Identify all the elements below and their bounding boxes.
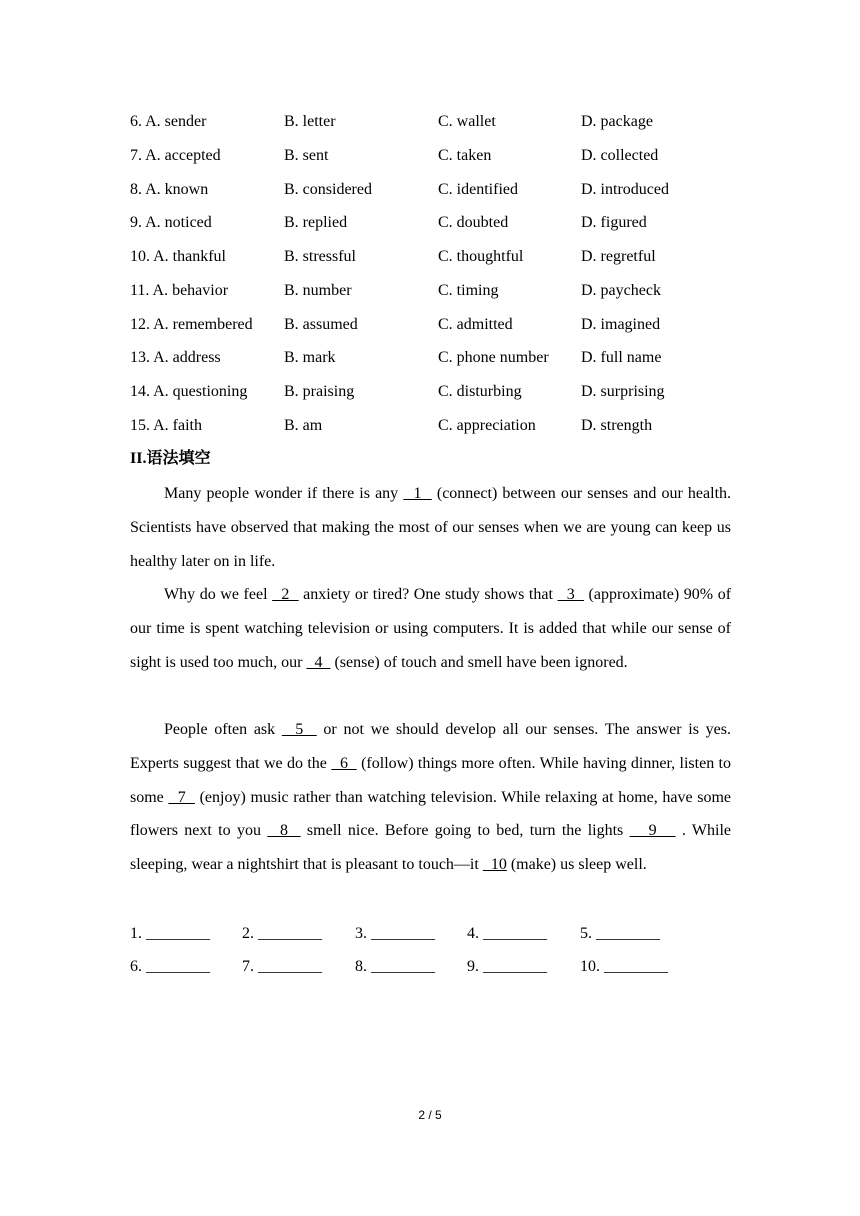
option-d: D. surprising [581, 383, 665, 400]
option-d: D. introduced [581, 181, 669, 198]
option-b: B. letter [284, 113, 336, 130]
passage-paragraph-1 [130, 477, 731, 578]
option-a: 10. A. thankful [130, 248, 226, 265]
option-a: 11. A. behavior [130, 282, 229, 299]
option-b: B. sent [284, 147, 329, 164]
option-c: C. identified [438, 181, 518, 198]
passage-text: (make) us sleep well. [506, 856, 647, 874]
option-c: C. timing [438, 282, 499, 299]
blank-2[interactable]: 2 [272, 586, 299, 603]
passage-text: (follow) things more often. While having dinner, listen to some [130, 754, 732, 806]
option-a: 13. A. address [130, 349, 221, 366]
option-c: C. doubted [438, 214, 509, 231]
blank-9[interactable]: 9 [629, 822, 676, 840]
blank-4[interactable]: 4 [306, 653, 331, 671]
passage-text: or not we should develop all our senses. The answer is yes. Experts suggest that we do the [130, 721, 732, 772]
passage-text: (approximate) 90% of our time is spent watching television or using computers. It is added that while our sense of sight is used too much, our [130, 586, 732, 671]
answer-blank[interactable]: 5. ________ [580, 925, 660, 942]
option-d: D. paycheck [581, 282, 661, 299]
option-b: B. stressful [284, 248, 356, 265]
option-b: B. mark [284, 349, 336, 366]
answer-blank[interactable]: 6. ________ [130, 958, 210, 975]
passage-text: (connect) between our senses and our health. Scientists have observed that making the most of our senses when we are young can keep us healthy later on in life. [130, 485, 732, 570]
option-c: C. wallet [438, 113, 496, 130]
option-a: 9. A. noticed [130, 214, 212, 231]
option-d: D. imagined [581, 316, 661, 333]
answer-blank[interactable]: 2. ________ [242, 925, 322, 942]
option-c: C. appreciation [438, 417, 536, 434]
option-b: B. number [284, 282, 352, 299]
option-a: 12. A. remembered [130, 316, 253, 333]
option-c: C. thoughtful [438, 248, 524, 265]
passage-text: (sense) of touch and smell have been ignored. [330, 653, 628, 671]
blank-3[interactable]: 3 [557, 586, 584, 603]
section-title: II.语法填空 [130, 450, 211, 467]
option-c: C. admitted [438, 316, 513, 333]
option-a: 14. A. questioning [130, 383, 248, 400]
option-a: 6. A. sender [130, 113, 207, 130]
passage-text: Many people wonder if there is any [164, 485, 404, 502]
answer-blank[interactable]: 3. ________ [355, 925, 435, 942]
option-a: 7. A. accepted [130, 147, 221, 164]
option-d: D. package [581, 113, 653, 130]
option-b: B. replied [284, 214, 348, 231]
option-a: 8. A. known [130, 181, 209, 198]
passage-text: Why do we feel [164, 586, 273, 603]
option-b: B. considered [284, 181, 372, 198]
option-d: D. strength [581, 417, 653, 434]
passage-text: . While sleeping, wear a nightshirt that is pleasant to touch—it [130, 822, 732, 874]
passage-text: anxiety or tired? One study shows that [298, 586, 558, 603]
blank-8[interactable]: 8 [267, 822, 301, 840]
passage-text: smell nice. Before going to bed, turn the lights [300, 822, 630, 840]
blank-1[interactable]: 1 [403, 485, 432, 502]
option-d: D. collected [581, 147, 659, 164]
passage-paragraph-3 [130, 713, 731, 882]
answer-blank[interactable]: 8. ________ [355, 958, 435, 975]
answer-blank[interactable]: 1. ________ [130, 925, 210, 942]
answer-blank[interactable]: 10. ________ [580, 958, 668, 975]
passage-text: (enjoy) music rather than watching television. While relaxing at home, have some flowers next to you [130, 788, 732, 840]
option-b: B. assumed [284, 316, 358, 333]
answer-blank[interactable]: 4. ________ [467, 925, 547, 942]
passage-paragraph-2 [130, 578, 731, 679]
blank-5[interactable]: 5 [281, 721, 317, 738]
blank-10[interactable]: 10 [482, 856, 507, 874]
answer-blank[interactable]: 7. ________ [242, 958, 322, 975]
blank-7[interactable]: 7 [168, 788, 195, 806]
option-c: C. disturbing [438, 383, 522, 400]
option-a: 15. A. faith [130, 417, 202, 434]
passage-text: People often ask [164, 721, 282, 738]
option-c: C. phone number [438, 349, 549, 366]
option-d: D. figured [581, 214, 647, 231]
option-b: B. am [284, 417, 323, 434]
page-number: 2 / 5 [418, 1108, 442, 1122]
option-d: D. regretful [581, 248, 656, 265]
blank-6[interactable]: 6 [331, 754, 357, 772]
answer-blank[interactable]: 9. ________ [467, 958, 547, 975]
option-b: B. praising [284, 383, 355, 400]
option-c: C. taken [438, 147, 492, 164]
option-d: D. full name [581, 349, 662, 366]
